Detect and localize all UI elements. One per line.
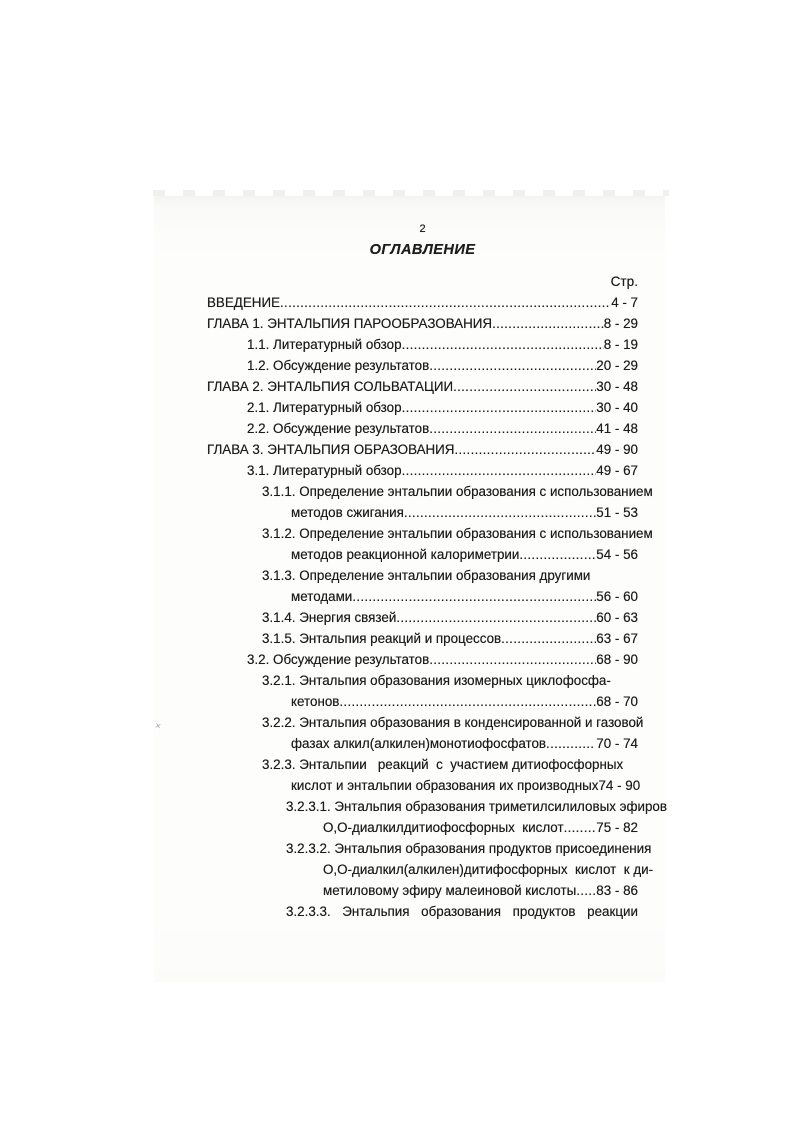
- toc-entry-text: методов сжигания: [291, 505, 404, 520]
- page-number: 2: [419, 223, 426, 235]
- toc-dot-leader: [339, 691, 596, 712]
- toc-entry-text: 3.1. Литературный обзор: [247, 463, 402, 478]
- toc-entry-text: методами: [291, 589, 353, 604]
- toc-entry-text: 3.1.3. Определение энтальпии образования другими: [262, 568, 591, 583]
- toc-entry-text: метиловому эфиру малеиновой кислоты: [323, 883, 577, 898]
- toc-page-range: 8 - 19: [603, 337, 638, 352]
- toc-entry: [247, 649, 638, 670]
- toc-entry-text: 3.1.1. Определение энтальпии образования с использованием: [262, 484, 653, 499]
- toc-entry: [207, 376, 638, 397]
- toc-entry-text: 3.2.2. Энтальпия образования в конденсированной и газовой: [262, 715, 644, 730]
- toc-entry: [262, 628, 638, 649]
- toc-entry: [247, 355, 638, 376]
- toc-entry: [291, 586, 638, 607]
- toc-page-range: 49 - 90: [596, 442, 638, 457]
- toc-entry-text: ГЛАВА 3. ЭНТАЛЬПИЯ ОБРАЗОВАНИЯ: [207, 442, 455, 457]
- toc-page-range: 74 - 90: [598, 778, 641, 793]
- page-column-header: Стр.: [610, 274, 638, 289]
- toc-entry: [262, 565, 638, 586]
- toc-entry: [247, 418, 638, 439]
- toc-entry-text: 2.2. Обсуждение результатов: [247, 421, 430, 436]
- toc-entry: [291, 775, 641, 796]
- toc-entry: [207, 292, 638, 313]
- scan-artifact: ×: [153, 720, 162, 733]
- toc-page-range: 30 - 48: [596, 379, 638, 394]
- toc-content: [207, 219, 667, 922]
- toc-entry: [262, 607, 638, 628]
- toc-dot-leader: [402, 334, 604, 355]
- toc-page-range: 51 - 53: [596, 505, 638, 520]
- toc-page-range: 41 - 48: [596, 421, 638, 436]
- toc-entry-text: О,О-диалкил(алкилен)дитифосфорных кислот к ди-: [323, 862, 654, 877]
- toc-entry-text: 3.2.3.2. Энтальпия образования продуктов присоединения: [286, 841, 652, 856]
- toc-entry-text: 1.2. Обсуждение результатов: [247, 358, 430, 373]
- toc-dot-leader: [501, 628, 596, 649]
- toc-entry: [291, 691, 638, 712]
- toc-page-range: 20 - 29: [596, 358, 638, 373]
- toc-page-range: 56 - 60: [596, 589, 638, 604]
- toc-page-range: 54 - 56: [596, 547, 638, 562]
- toc-entry-text: 3.2.3.3. Энтальпия образования продуктов реакции: [286, 904, 638, 919]
- toc-entry-text: кетонов: [291, 694, 340, 709]
- toc-page-range: 49 - 67: [596, 463, 638, 478]
- toc-dot-leader: [492, 313, 604, 334]
- toc-entry: [207, 439, 638, 460]
- toc-entry: [207, 313, 638, 334]
- toc-dot-leader: [402, 397, 597, 418]
- toc-dot-leader: [352, 586, 596, 607]
- toc-entry-text: кислот и энтальпии образования их производных: [291, 778, 599, 793]
- toc-page-range: 8 - 29: [603, 316, 638, 331]
- toc-dot-leader: [453, 376, 596, 397]
- toc-entries: [207, 292, 667, 922]
- toc-entry-text: ГЛАВА 1. ЭНТАЛЬПИЯ ПАРООБРАЗОВАНИЯ: [207, 316, 493, 331]
- toc-dot-leader: [519, 544, 596, 565]
- toc-page-range: 70 - 74: [592, 736, 638, 751]
- toc-page-range: 68 - 70: [596, 694, 638, 709]
- toc-entry-text: 3.2.3.1. Энтальпия образования триметилсилиловых эфиров: [286, 799, 667, 814]
- toc-page-range: 4 - 7: [611, 295, 638, 310]
- toc-entry-text: 3.2. Обсуждение результатов: [247, 652, 430, 667]
- toc-page-range: 75 - 82: [596, 820, 638, 835]
- toc-entry: [262, 712, 644, 733]
- toc-entry: [286, 838, 652, 859]
- toc-entry-text: 3.2.3. Энтальпии реакций с участием дитиофосфорных: [262, 757, 624, 772]
- toc-page-range: 60 - 63: [596, 610, 638, 625]
- toc-page-range: 30 - 40: [596, 400, 638, 415]
- toc-entry-text: ГЛАВА 2. ЭНТАЛЬПИЯ СОЛЬВАТАЦИИ: [207, 379, 454, 394]
- toc-entry: [247, 460, 638, 481]
- toc-entry-text: О,О-диалкилдитиофосфорных кислот: [323, 820, 564, 835]
- toc-dot-leader: [576, 880, 596, 901]
- scan-top-edge: [153, 190, 669, 196]
- toc-dot-leader: [429, 355, 596, 376]
- toc-entry-text: фазах алкил(алкилен)монотиофосфатов: [291, 736, 547, 751]
- toc-dot-leader: [546, 733, 593, 754]
- toc-dot-leader: [454, 439, 596, 460]
- toc-page-range: 83 - 86: [596, 883, 638, 898]
- toc-entry: [247, 334, 638, 355]
- toc-entry: [323, 880, 638, 901]
- toc-entry: [291, 502, 638, 523]
- toc-entry-text: 2.1. Литературный обзор: [247, 400, 402, 415]
- toc-entry-text: ВВЕДЕНИЕ: [207, 295, 281, 310]
- toc-dot-leader: [402, 460, 597, 481]
- toc-dot-leader: [280, 292, 611, 313]
- toc-page-range: 68 - 90: [596, 652, 638, 667]
- toc-entry-text: 3.1.4. Энергия связей: [262, 610, 397, 625]
- toc-title: ОГЛАВЛЕНИЕ: [369, 242, 476, 258]
- toc-entry-text: методов реакционной калориметрии: [291, 547, 520, 562]
- toc-dot-leader: [396, 607, 596, 628]
- toc-entry: [262, 754, 638, 775]
- toc-dot-leader: [429, 418, 596, 439]
- toc-entry: [262, 481, 653, 502]
- toc-dot-leader: [564, 817, 597, 838]
- toc-entry: [262, 523, 653, 544]
- toc-entry: [291, 733, 638, 754]
- toc-entry: [247, 397, 638, 418]
- toc-entry: [323, 859, 654, 880]
- toc-entry: [286, 796, 667, 817]
- toc-entry-text: 3.2.1. Энтальпия образования изомерных циклофосфа-: [262, 673, 611, 688]
- toc-entry-text: 1.1. Литературный обзор: [247, 337, 402, 352]
- toc-entry: [262, 670, 638, 691]
- toc-page-range: 63 - 67: [596, 631, 638, 646]
- toc-entry-text: 3.1.2. Определение энтальпии образования с использованием: [262, 526, 653, 541]
- toc-entry: [323, 817, 638, 838]
- toc-entry: [291, 544, 638, 565]
- toc-dot-leader: [404, 502, 596, 523]
- toc-entry: [286, 901, 638, 922]
- toc-entry-text: 3.1.5. Энтальпия реакций и процессов: [262, 631, 502, 646]
- toc-dot-leader: [429, 649, 596, 670]
